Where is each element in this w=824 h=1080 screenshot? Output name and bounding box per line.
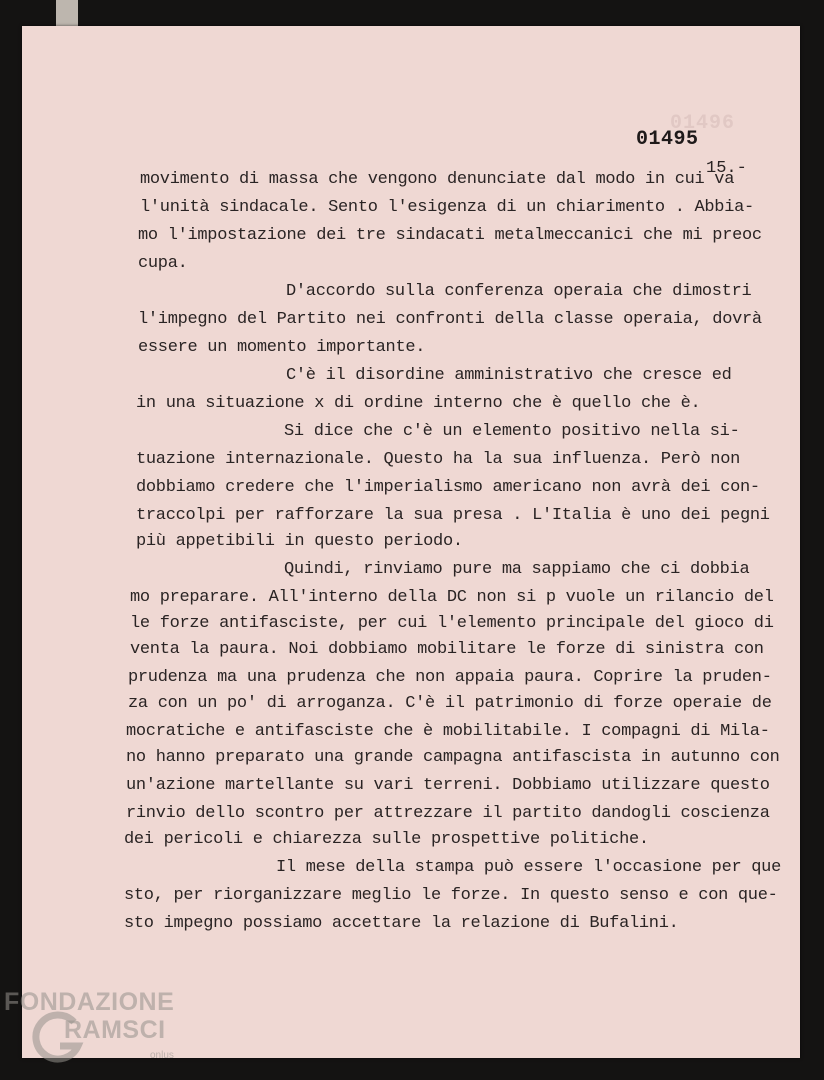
text-line: Quindi, rinviamo pure ma sappiamo che ci dobbia: [284, 560, 750, 579]
text-line: sto impegno possiamo accettare la relazione di Bufalini.: [124, 914, 679, 933]
text-line: l'impegno del Partito nei confronti della classe operaia, dovrà: [138, 310, 762, 329]
archive-number: 01495: [636, 128, 699, 151]
text-line: prudenza ma una prudenza che non appaia paura. Coprire la pruden-: [128, 668, 772, 687]
watermark-suffix: onlus: [150, 1050, 174, 1061]
text-line: Il mese della stampa può essere l'occasione per que: [276, 858, 781, 877]
watermark-line2: RAMSCI: [64, 1016, 166, 1044]
text-line: rinvio dello scontro per attrezzare il partito dandogli coscienza: [126, 804, 770, 823]
text-line: traccolpi per rafforzare la sua presa . L'Italia è uno dei pegni: [136, 506, 770, 525]
text-line: mo l'impostazione dei tre sindacati metalmeccanici che mi preoc: [138, 226, 762, 245]
text-line: movimento di massa che vengono denunciate dal modo in cui va: [140, 170, 735, 189]
text-line: l'unità sindacale. Sento l'esigenza di un chiarimento . Abbia-: [140, 198, 754, 217]
text-line: za con un po' di arroganza. C'è il patrimonio di forze operaie de: [128, 694, 772, 713]
text-line: venta la paura. Noi dobbiamo mobilitare le forze di sinistra con: [130, 640, 764, 659]
text-line: D'accordo sulla conferenza operaia che dimostri: [286, 282, 752, 301]
fondazione-gramsci-watermark: [0, 986, 230, 1080]
text-line: no hanno preparato una grande campagna antifascista in autunno con: [126, 748, 780, 767]
watermark-line1: FONDAZIONE: [4, 988, 175, 1016]
text-line: sto, per riorganizzare meglio le forze. In questo senso e con que-: [124, 886, 778, 905]
text-line: più appetibili in questo periodo.: [136, 532, 463, 551]
text-line: mo preparare. All'interno della DC non si p vuole un rilancio del: [130, 588, 774, 607]
text-line: cupa.: [138, 254, 188, 273]
text-line: mocratiche e antifasciste che è mobilitabile. I compagni di Mila-: [126, 722, 770, 741]
text-line: un'azione martellante su vari terreni. Dobbiamo utilizzare questo: [126, 776, 770, 795]
text-line: dei pericoli e chiarezza sulle prospettive politiche.: [124, 830, 649, 849]
document-page: [22, 26, 800, 1058]
text-line: in una situazione x di ordine interno che è quello che è.: [136, 394, 701, 413]
text-line: Si dice che c'è un elemento positivo nella si-: [284, 422, 740, 441]
bleed-through-number: 01496: [670, 112, 736, 135]
text-line: le forze antifasciste, per cui l'elemento principale del gioco di: [130, 614, 774, 633]
text-line: dobbiamo credere che l'imperialismo americano non avrà dei con-: [136, 478, 760, 497]
page-number: 15.-: [706, 159, 747, 178]
text-line: tuazione internazionale. Questo ha la sua influenza. Però non: [136, 450, 741, 469]
paper-tab: [56, 0, 78, 26]
text-line: essere un momento importante.: [138, 338, 426, 357]
text-line: C'è il disordine amministrativo che cresce ed: [286, 366, 732, 385]
